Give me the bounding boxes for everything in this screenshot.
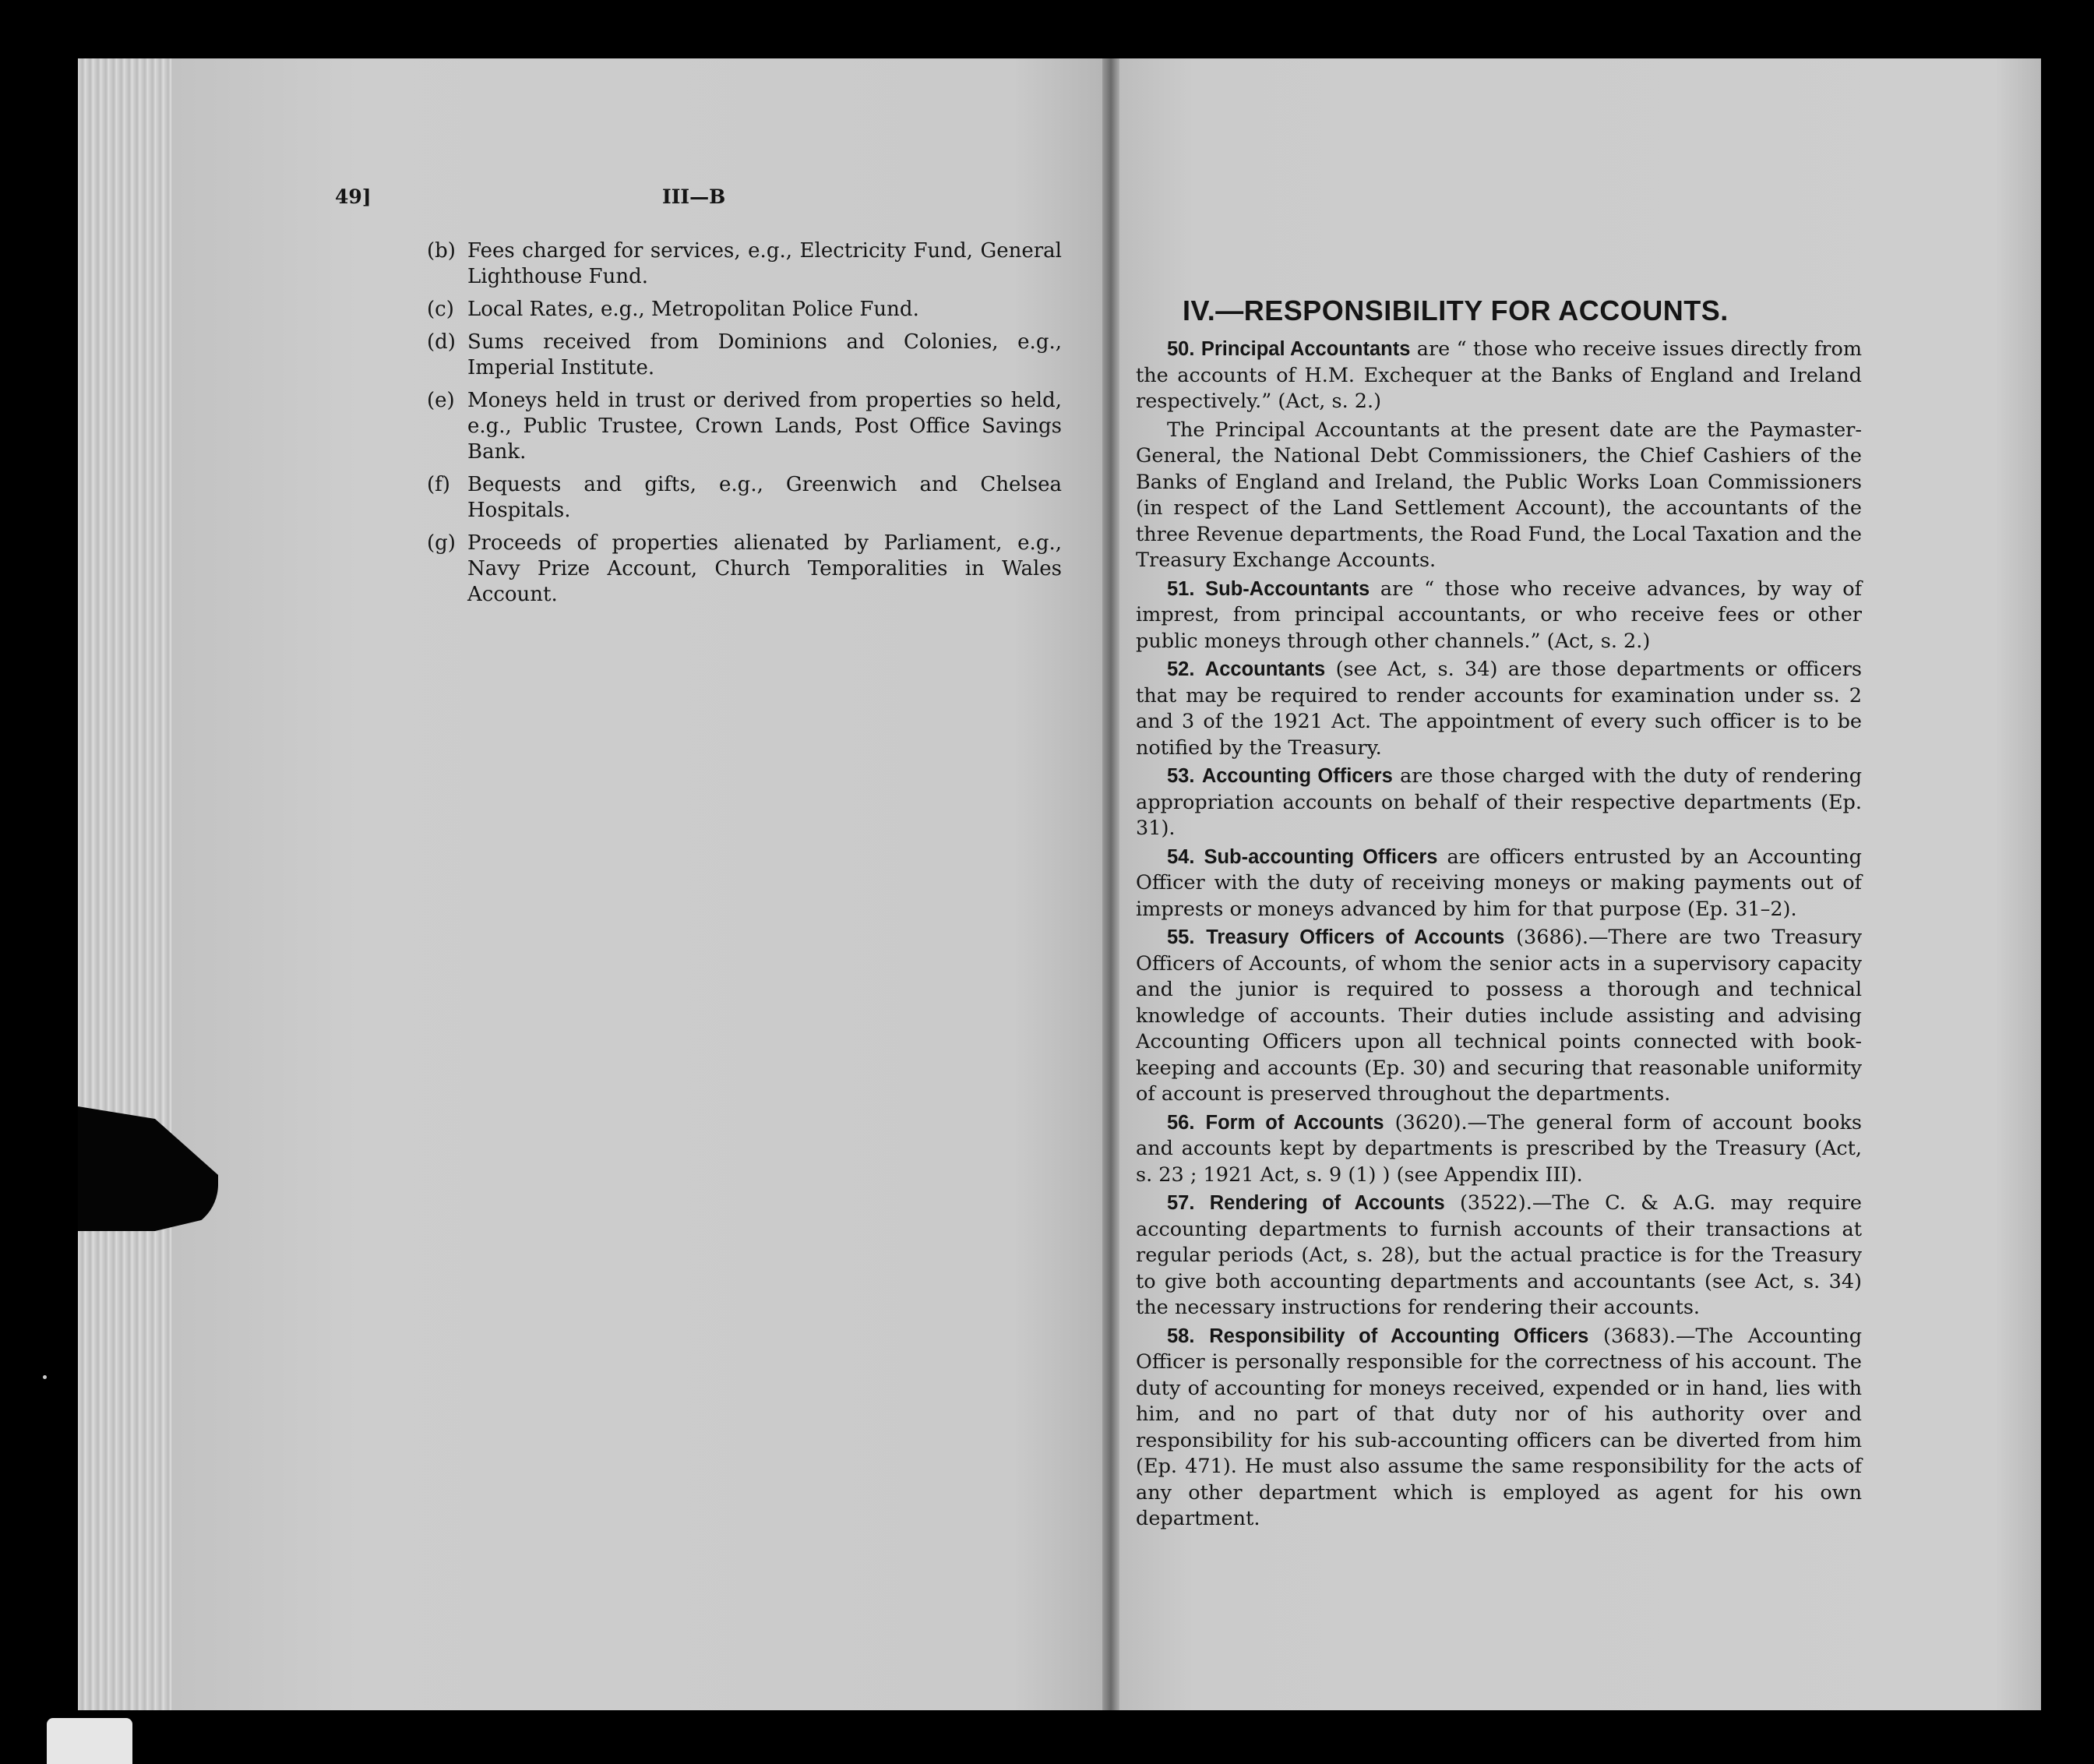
book-gutter [1102, 58, 1119, 1710]
item-text: Local Rates, e.g., Metropolitan Police Fund. [467, 298, 919, 321]
running-head: III—B [662, 185, 726, 208]
section-title: IV.—RESPONSIBILITY FOR ACCOUNTS. [1183, 295, 1729, 326]
list-item [427, 297, 1062, 323]
film-speck [43, 1375, 47, 1379]
paragraph-text: are those charged with the duty of rendering appropriation accounts on behalf of their respective departments (Ep. 31). [1136, 764, 1863, 840]
paragraph-number: 50. [1167, 338, 1195, 360]
item-mark: (g) [427, 531, 456, 555]
paragraph-52 [1136, 657, 1862, 761]
paragraph-number: 56. [1167, 1111, 1195, 1134]
paragraph-heading: Sub-Accountants [1205, 577, 1370, 600]
item-mark: (d) [427, 330, 456, 354]
fund-list [427, 238, 1062, 615]
paragraph-50-continued [1136, 418, 1862, 574]
paragraph-number: 54. [1167, 845, 1195, 868]
paragraph-heading: Accountants [1204, 658, 1326, 680]
paragraph-heading: Principal Accountants [1200, 338, 1411, 360]
paragraph-heading: Form of Accounts [1205, 1111, 1384, 1134]
list-item [427, 330, 1062, 381]
list-item [427, 531, 1062, 608]
paragraph-number: 55. [1167, 926, 1195, 948]
paragraph-51 [1136, 577, 1862, 655]
item-text: Moneys held in trust or derived from properties so held, e.g., Public Trustee, Crown Lands, Post Office Savings Bank. [467, 389, 1062, 464]
paragraph-57 [1136, 1191, 1862, 1321]
paragraph-55 [1136, 925, 1862, 1108]
page-edges [78, 58, 171, 1710]
paragraph-53 [1136, 764, 1862, 842]
paragraph-54 [1136, 845, 1862, 923]
list-item [427, 388, 1062, 465]
paragraph-heading: Treasury Officers of Accounts [1206, 926, 1505, 948]
paragraph-text: (3522).—The C. & A.G. may require accounting departments to furnish accounts of their transactions at regular periods (Act, s. 28), but the actual practice is for the Treasury to give both accounting departments and accountants (see Act, s. 34) the necessary instructions for rendering their accounts. [1136, 1191, 1862, 1319]
item-mark: (f) [427, 473, 450, 496]
item-text: Proceeds of properties alienated by Parliament, e.g., Navy Prize Account, Church Temporalities in Wales Account. [467, 531, 1062, 606]
paragraph-heading: Rendering of Accounts [1209, 1192, 1445, 1214]
paragraph-text: are “ those who receive issues directly from the accounts of H.M. Exchequer at the Banks of England and Ireland respectively.” (Act, s. 2.) [1136, 337, 1863, 413]
section-body [1136, 337, 1862, 1535]
paragraph-number: 57. [1167, 1192, 1195, 1214]
paragraph-56 [1136, 1110, 1862, 1189]
list-item [427, 472, 1062, 524]
item-mark: (e) [427, 389, 455, 412]
paragraph-number: 51. [1167, 577, 1195, 600]
item-text: Fees charged for services, e.g., Electricity Fund, General Lighthouse Fund. [467, 239, 1062, 288]
list-item [427, 238, 1062, 290]
paragraph-text: are “ those who receive advances, by way of imprest, from principal accountants, or who receive fees or other public moneys through other channels.” (Act, s. 2.) [1136, 577, 1863, 653]
paragraph-text: (3686).—There are two Treasury Officers of Accounts, of whom the senior acts in a supervisory capacity and the junior is required to possess a thorough and technical knowledge of accounts. Their duties include assisting and advising Accounting Officers upon all technical points connected with book-keeping and accounts (Ep. 30) and securing that reasonable uniformity of account is preserved throughout the departments. [1136, 926, 1863, 1106]
paragraph-number: 52. [1167, 658, 1195, 680]
paragraph-50 [1136, 337, 1862, 415]
paragraph-heading: Sub-accounting Officers [1204, 845, 1438, 868]
paragraph-heading: Accounting Officers [1201, 765, 1393, 787]
item-mark: (b) [427, 239, 456, 263]
paragraph-text: (3683).—The Accounting Officer is personally responsible for the correctness of his account. The duty of accounting for moneys received, expended or in hand, lies with him, and no part of that duty nor of his authority over and responsibility for his sub-accounting officers can be diverted from him (Ep. 471). He must also assume the same responsibility for the acts of any other department which is employed as agent for his own department. [1136, 1324, 1863, 1530]
paragraph-number: 53. [1167, 765, 1195, 787]
paragraph-58 [1136, 1324, 1862, 1533]
item-mark: (c) [427, 298, 454, 321]
paragraph-text: (see Act, s. 34) are those departments or officers that may be required to render accounts for examination under ss. 2 and 3 of the 1921 Act. The appointment of every such officer is to be notified by the Treasury. [1136, 658, 1863, 760]
paragraph-number: 58. [1167, 1325, 1195, 1347]
paragraph-text: (3620).—The general form of account books and accounts kept by departments is prescribed by the Treasury (Act, s. 23 ; 1921 Act, s. 9 (1) ) (see Appendix III). [1136, 1110, 1862, 1187]
film-corner-tab [47, 1718, 132, 1764]
paragraph-text: are officers entrusted by an Accounting Officer with the duty of receiving moneys or making payments out of imprests or moneys advanced by him for that purpose (Ep. 31–2). [1136, 845, 1862, 921]
item-text: Sums received from Dominions and Colonies, e.g., Imperial Institute. [467, 330, 1062, 379]
paragraph-text: The Principal Accountants at the present date are the Paymaster-General, the National Debt Commissioners, the Chief Cashiers of the Banks of England and Ireland, the Public Works Loan Commissioners (in respect of the Land Settlement Account), the accountants of the three Revenue departments, the Road Fund, the Local Taxation and the Treasury Exchange Accounts. [1136, 418, 1862, 572]
paragraph-heading: Responsibility of Accounting Officers [1209, 1325, 1589, 1347]
item-text: Bequests and gifts, e.g., Greenwich and Chelsea Hospitals. [467, 473, 1062, 522]
page-number: 49] [335, 185, 372, 208]
